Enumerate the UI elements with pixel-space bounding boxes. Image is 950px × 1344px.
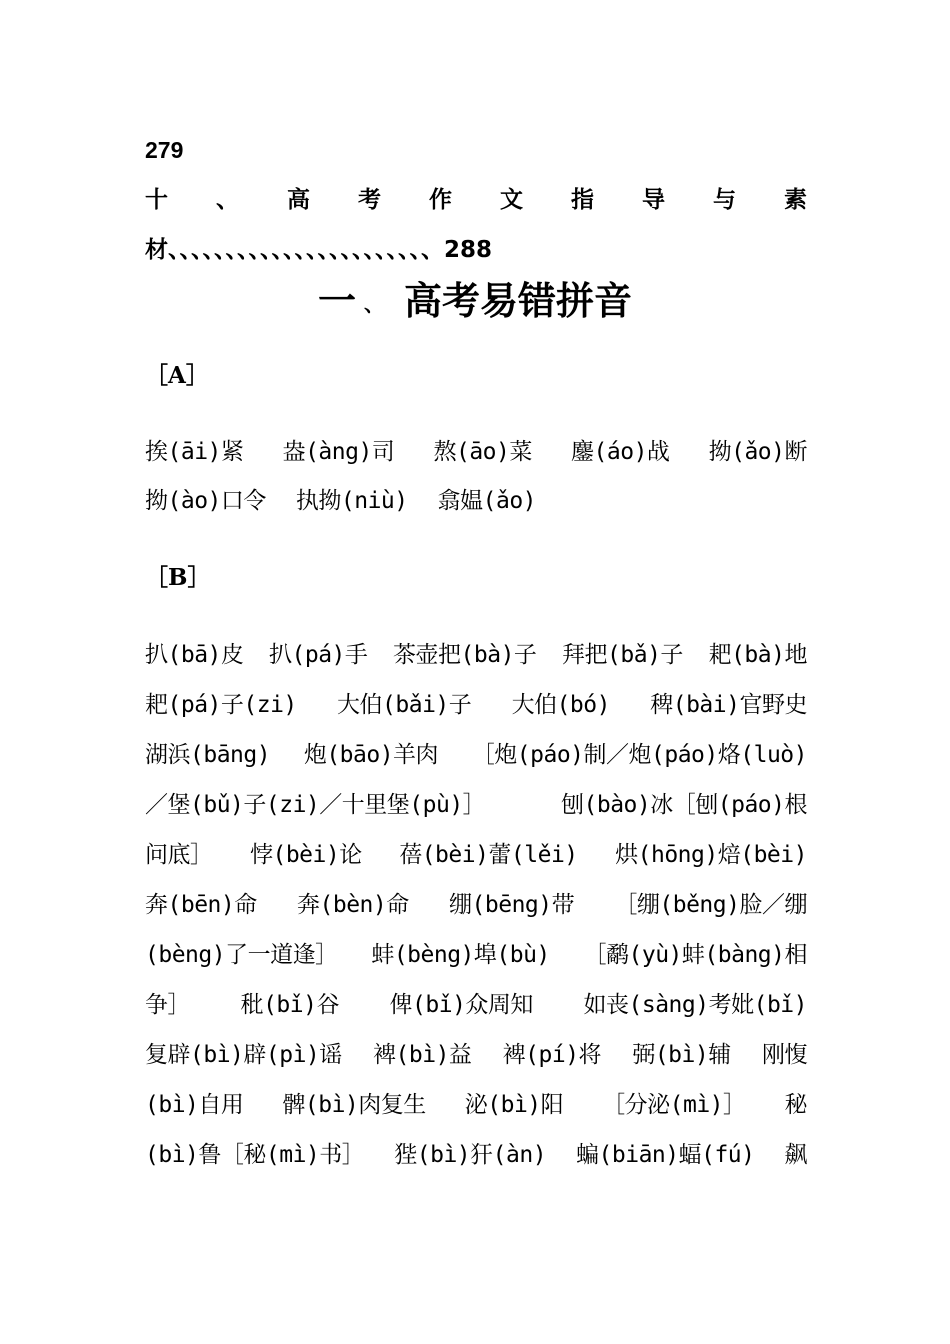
toc-char: 考 (358, 187, 381, 213)
pinyin-entry: (bì)鲁［秘(mì)书］ (145, 1142, 365, 1168)
pinyin-entry: ［炮(páo)制／炮(páo)烙(luò) (471, 742, 807, 768)
pinyin-entry: ［鹬(yù)蚌(bàng)相 (583, 942, 807, 968)
pinyin-entry: 耙(bà)地 (708, 642, 807, 668)
entry-line (145, 1140, 807, 1170)
pinyin-entry: 争］ (145, 992, 190, 1018)
pinyin-entry: 烘(hōng)焙(bèi) (615, 842, 807, 868)
pinyin-entry: 悖(bèi)论 (249, 842, 362, 868)
pinyin-entry: 奔(bèn)命 (297, 892, 409, 918)
pinyin-entry: 拗(ǎo)断 (708, 439, 807, 465)
entry-line (145, 1040, 807, 1070)
pinyin-entry: 蚌(bèng)埠(bù) (371, 942, 550, 968)
toc-char: 作 (429, 187, 452, 213)
toc-entry-line (145, 185, 807, 215)
pinyin-entry: 绷(bēng)带 (449, 892, 575, 918)
pinyin-entry: 秕(bǐ)谷 (240, 992, 339, 1018)
pinyin-entry: 裨(pí)将 (502, 1042, 602, 1068)
pinyin-entry: 炮(bāo)羊肉 (303, 742, 439, 768)
entry-line (145, 740, 807, 770)
toc-char: 指 (571, 187, 594, 213)
pinyin-entry: 扒(pá)手 (269, 642, 368, 668)
pinyin-entry: 茶壶把(bà)子 (393, 642, 537, 668)
pinyin-entry: 飙 (784, 1142, 807, 1168)
pinyin-entry: (bì)自用 (145, 1092, 244, 1118)
toc-char: 与 (713, 187, 736, 213)
pinyin-entry: 刨(bào)冰［刨(páo)根 (561, 792, 807, 818)
pinyin-entry: 稗(bài)官野史 (650, 692, 807, 718)
section-title-text: 高考易错拼音 (404, 279, 633, 323)
pinyin-entry: 问底］ (145, 842, 213, 868)
entry-line (145, 840, 807, 870)
pinyin-entry: 复辟(bì)辟(pì)谣 (145, 1042, 342, 1068)
entry-line (145, 1090, 807, 1120)
entry-line (145, 640, 807, 670)
toc-char: 高 (287, 187, 310, 213)
pinyin-entry: 翕媪(ǎo) (437, 488, 537, 514)
pinyin-entry: ［绷(běng)脸／绷 (614, 892, 807, 918)
entry-line (145, 890, 807, 920)
pinyin-entry: 髀(bì)肉复生 (282, 1092, 426, 1118)
group-a-heading: ［A］ (145, 362, 209, 389)
pinyin-entry: ／堡(bǔ)子(zi)／十里堡(pù)］ (145, 792, 486, 818)
pinyin-entry: 拗(ào)口令 (145, 488, 266, 514)
pinyin-entry: 熬(āo)菜 (433, 439, 532, 465)
pinyin-entry: 泌(bì)阳 (464, 1092, 564, 1118)
pinyin-entry: 裨(bì)益 (373, 1042, 472, 1068)
entry-line (145, 790, 807, 820)
pinyin-entry: 盎(àng)司 (282, 439, 395, 465)
toc-char: 十 (145, 187, 168, 213)
pinyin-entry: 秘 (784, 1092, 807, 1118)
group-b-heading: ［B］ (145, 564, 211, 591)
entry-line (145, 940, 807, 970)
section-separator: 、 (364, 291, 384, 316)
pinyin-entry: ［分泌(mì)］ (602, 1092, 746, 1118)
pinyin-entry: 拜把(bǎ)子 (562, 642, 683, 668)
pinyin-entry: 狴(bì)犴(àn) (394, 1142, 547, 1168)
toc-char: 素 (784, 187, 807, 213)
toc-page-number: 279 (145, 137, 184, 163)
entry-line (145, 437, 807, 467)
pinyin-entry: 刚愎 (761, 1042, 807, 1068)
pinyin-entry: 大伯(bǎi)子 (337, 692, 472, 718)
entry-line (145, 990, 807, 1020)
pinyin-entry: 俾(bǐ)众周知 (389, 992, 533, 1018)
pinyin-entry: 蓓(bèi)蕾(lěi) (399, 842, 578, 868)
toc-char: 导 (642, 187, 665, 213)
toc-char: 文 (500, 187, 523, 213)
pinyin-entry: 大伯(bó) (511, 692, 610, 718)
pinyin-entry: 挨(āi)紧 (145, 439, 244, 465)
pinyin-entry: 扒(bā)皮 (145, 642, 244, 668)
pinyin-entry: 弼(bì)辅 (632, 1042, 731, 1068)
pinyin-entry: (bèng)了一道逢］ (145, 942, 338, 968)
toc-entry-continuation: 材、、、、、、、、、、、、、、、、、、、、、、、288 (145, 237, 493, 263)
pinyin-entry: 蝙(biān)蝠(fú) (576, 1142, 755, 1168)
entry-line (145, 690, 807, 720)
pinyin-entry: 鏖(áo)战 (571, 439, 670, 465)
pinyin-entry: 湖浜(bāng) (145, 742, 271, 768)
pinyin-entry: 耙(pá)子(zi) (145, 692, 297, 718)
pinyin-entry: 执拗(niù) (295, 488, 408, 514)
section-title (0, 276, 950, 329)
section-number: 一 (317, 279, 356, 323)
pinyin-entry: 奔(bēn)命 (145, 892, 257, 918)
pinyin-entry: 如丧(sàng)考妣(bǐ) (583, 992, 807, 1018)
entry-line (145, 486, 807, 516)
toc-char: 、 (216, 187, 239, 213)
